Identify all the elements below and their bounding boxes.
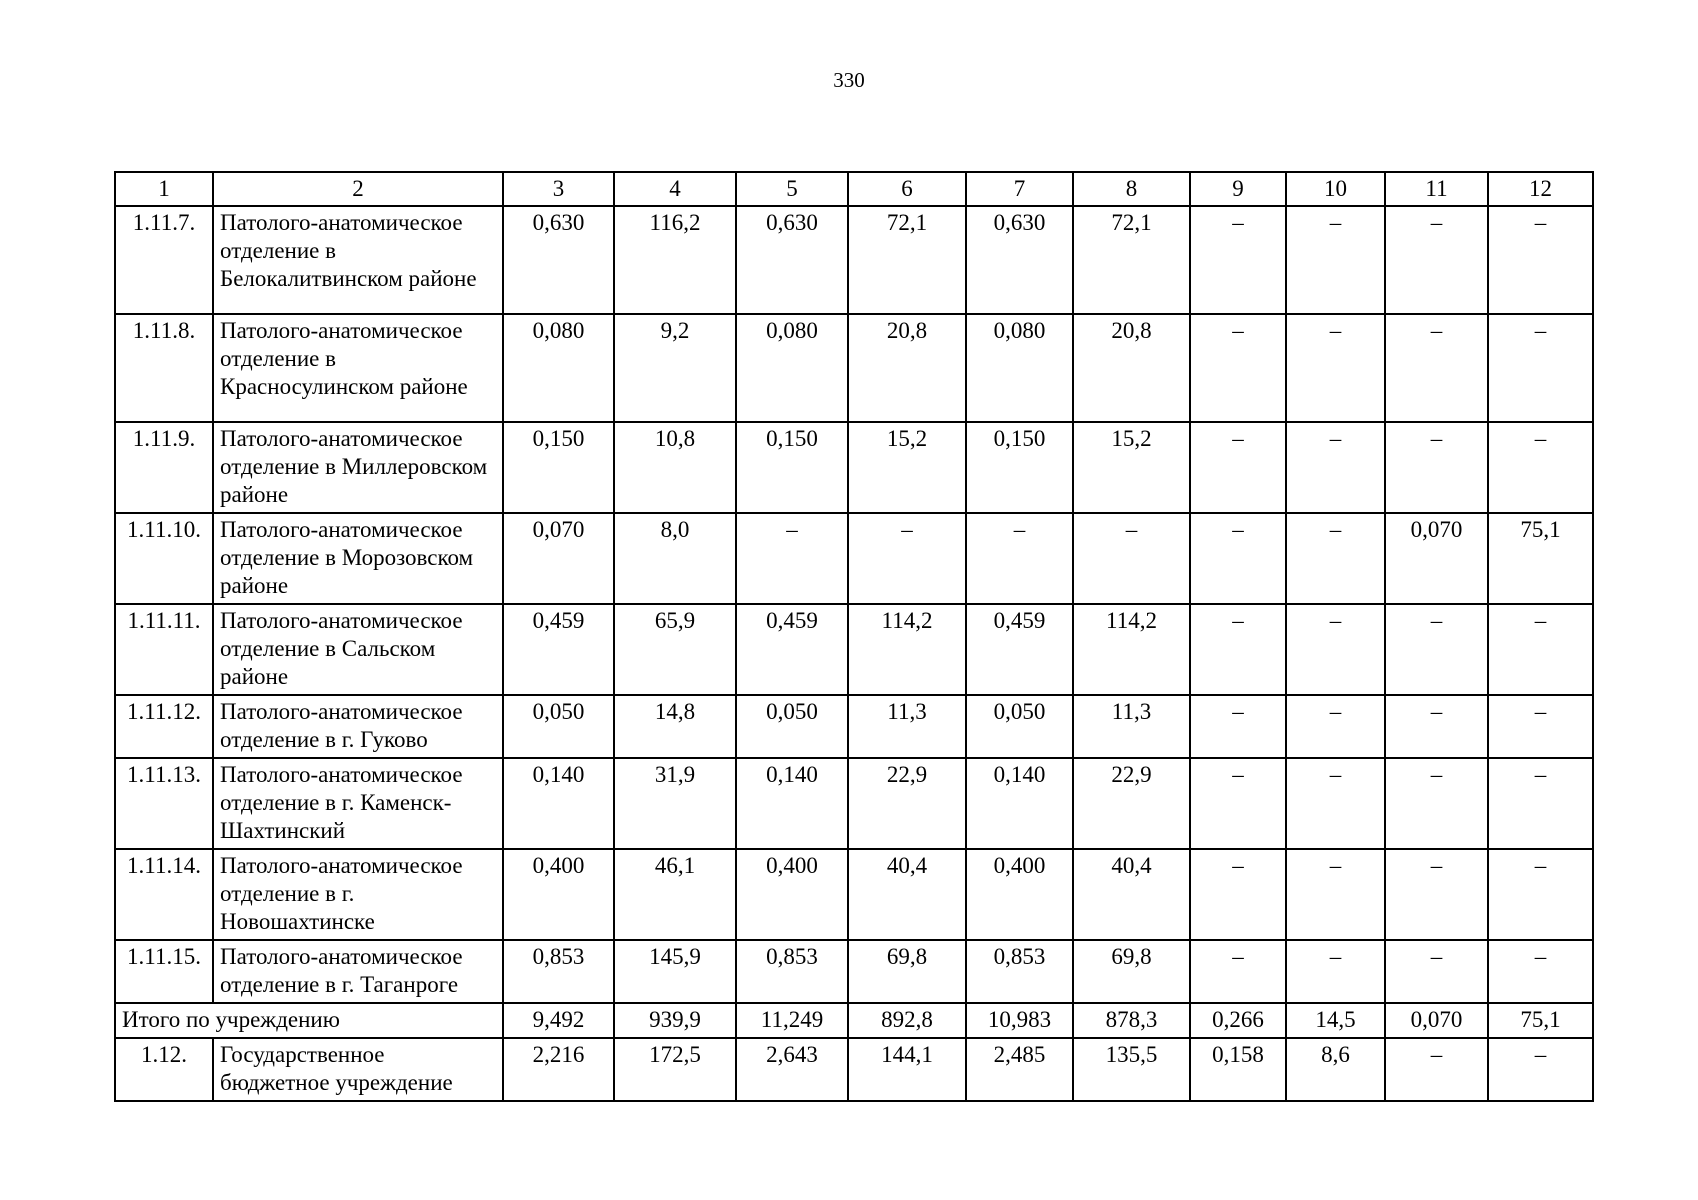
value-cell: 75,1 — [1488, 1003, 1593, 1038]
table-body — [115, 206, 1593, 1101]
table-row — [115, 695, 1593, 758]
value-cell: 0,080 — [736, 314, 848, 422]
value-cell: 9,492 — [503, 1003, 614, 1038]
value-cell: 8,6 — [1286, 1038, 1385, 1101]
table-row — [115, 206, 1593, 314]
column-header: 8 — [1073, 172, 1190, 206]
value-cell: 939,9 — [614, 1003, 736, 1038]
value-cell: 0,266 — [1190, 1003, 1286, 1038]
value-cell: 0,070 — [1385, 513, 1488, 604]
value-cell: 0,150 — [503, 422, 614, 513]
value-cell: – — [1385, 604, 1488, 695]
value-cell: 15,2 — [848, 422, 966, 513]
value-cell: 75,1 — [1488, 513, 1593, 604]
row-code: 1.11.11. — [115, 604, 213, 695]
value-cell: – — [1488, 314, 1593, 422]
value-cell: – — [1190, 604, 1286, 695]
table-row — [115, 1038, 1593, 1101]
row-code: 1.11.12. — [115, 695, 213, 758]
value-cell: – — [848, 513, 966, 604]
value-cell: 0,140 — [736, 758, 848, 849]
column-header: 3 — [503, 172, 614, 206]
value-cell: 11,3 — [1073, 695, 1190, 758]
row-code: 1.11.15. — [115, 940, 213, 1003]
value-cell: – — [1385, 695, 1488, 758]
row-name: Патолого-анатомическое отделение в г. Таганроге — [213, 940, 503, 1003]
value-cell: – — [1190, 422, 1286, 513]
value-cell: – — [1385, 758, 1488, 849]
value-cell: – — [736, 513, 848, 604]
value-cell: 135,5 — [1073, 1038, 1190, 1101]
value-cell: – — [1385, 1038, 1488, 1101]
value-cell: 10,8 — [614, 422, 736, 513]
total-row — [115, 1003, 1593, 1038]
value-cell: 144,1 — [848, 1038, 966, 1101]
column-header: 7 — [966, 172, 1073, 206]
value-cell: 0,400 — [503, 849, 614, 940]
value-cell: – — [1286, 758, 1385, 849]
value-cell: 40,4 — [848, 849, 966, 940]
value-cell: – — [1488, 1038, 1593, 1101]
column-header: 5 — [736, 172, 848, 206]
value-cell: – — [1286, 422, 1385, 513]
value-cell: – — [1190, 758, 1286, 849]
value-cell: 0,070 — [1385, 1003, 1488, 1038]
value-cell: – — [1488, 422, 1593, 513]
value-cell: – — [1190, 206, 1286, 314]
value-cell: 11,249 — [736, 1003, 848, 1038]
value-cell: 2,485 — [966, 1038, 1073, 1101]
row-code: 1.12. — [115, 1038, 213, 1101]
value-cell: 116,2 — [614, 206, 736, 314]
value-cell: – — [1488, 695, 1593, 758]
value-cell: 114,2 — [1073, 604, 1190, 695]
value-cell: 0,400 — [966, 849, 1073, 940]
value-cell: – — [1286, 513, 1385, 604]
value-cell: – — [1488, 940, 1593, 1003]
value-cell: 2,216 — [503, 1038, 614, 1101]
value-cell: 172,5 — [614, 1038, 736, 1101]
value-cell: 0,080 — [966, 314, 1073, 422]
value-cell: – — [1073, 513, 1190, 604]
value-cell: 11,3 — [848, 695, 966, 758]
value-cell: – — [1488, 206, 1593, 314]
value-cell: – — [1286, 940, 1385, 1003]
row-code: 1.11.9. — [115, 422, 213, 513]
value-cell: 0,158 — [1190, 1038, 1286, 1101]
value-cell: – — [1190, 695, 1286, 758]
column-header: 2 — [213, 172, 503, 206]
value-cell: – — [1385, 849, 1488, 940]
table-row — [115, 513, 1593, 604]
value-cell: – — [1385, 422, 1488, 513]
value-cell: – — [966, 513, 1073, 604]
row-name: Патолого-анатомическое отделение в Сальском районе — [213, 604, 503, 695]
value-cell: 10,983 — [966, 1003, 1073, 1038]
table-row — [115, 758, 1593, 849]
value-cell: – — [1190, 940, 1286, 1003]
row-name: Патолого-анатомическое отделение в г. Новошахтинске — [213, 849, 503, 940]
table-row — [115, 849, 1593, 940]
row-code: 1.11.13. — [115, 758, 213, 849]
value-cell: 0,853 — [966, 940, 1073, 1003]
column-number-row — [115, 172, 1593, 206]
value-cell: 22,9 — [1073, 758, 1190, 849]
column-header: 4 — [614, 172, 736, 206]
value-cell: 69,8 — [1073, 940, 1190, 1003]
value-cell: 0,459 — [503, 604, 614, 695]
table-row — [115, 314, 1593, 422]
value-cell: 0,630 — [966, 206, 1073, 314]
value-cell: 0,050 — [503, 695, 614, 758]
row-name: Патолого-анатомическое отделение в г. Гуково — [213, 695, 503, 758]
row-name: Государственное бюджетное учреждение — [213, 1038, 503, 1101]
column-header: 12 — [1488, 172, 1593, 206]
value-cell: 72,1 — [1073, 206, 1190, 314]
value-cell: – — [1286, 604, 1385, 695]
row-name: Патолого-анатомическое отделение в Миллеровском районе — [213, 422, 503, 513]
value-cell: 145,9 — [614, 940, 736, 1003]
column-header: 1 — [115, 172, 213, 206]
value-cell: 0,853 — [736, 940, 848, 1003]
value-cell: 8,0 — [614, 513, 736, 604]
page-number: 330 — [833, 68, 865, 92]
value-cell: 0,140 — [503, 758, 614, 849]
row-code: 1.11.8. — [115, 314, 213, 422]
value-cell: – — [1488, 849, 1593, 940]
value-cell: – — [1190, 849, 1286, 940]
value-cell: – — [1385, 206, 1488, 314]
value-cell: – — [1190, 314, 1286, 422]
value-cell: 0,080 — [503, 314, 614, 422]
value-cell: – — [1286, 849, 1385, 940]
data-table — [114, 171, 1594, 1102]
column-header: 11 — [1385, 172, 1488, 206]
value-cell: 0,070 — [503, 513, 614, 604]
value-cell: 0,459 — [736, 604, 848, 695]
value-cell: – — [1385, 314, 1488, 422]
column-header: 6 — [848, 172, 966, 206]
value-cell: 31,9 — [614, 758, 736, 849]
value-cell: 0,050 — [966, 695, 1073, 758]
value-cell: – — [1286, 695, 1385, 758]
value-cell: 72,1 — [848, 206, 966, 314]
value-cell: 0,853 — [503, 940, 614, 1003]
value-cell: 40,4 — [1073, 849, 1190, 940]
value-cell: 0,630 — [503, 206, 614, 314]
value-cell: 0,630 — [736, 206, 848, 314]
row-code: 1.11.7. — [115, 206, 213, 314]
value-cell: 0,400 — [736, 849, 848, 940]
value-cell: 0,050 — [736, 695, 848, 758]
value-cell: 46,1 — [614, 849, 736, 940]
value-cell: 65,9 — [614, 604, 736, 695]
row-name: Патолого-анатомическое отделение в Красносулинском районе — [213, 314, 503, 422]
value-cell: 9,2 — [614, 314, 736, 422]
value-cell: – — [1488, 604, 1593, 695]
value-cell: 114,2 — [848, 604, 966, 695]
value-cell: 69,8 — [848, 940, 966, 1003]
value-cell: – — [1286, 314, 1385, 422]
value-cell: – — [1190, 513, 1286, 604]
value-cell: 15,2 — [1073, 422, 1190, 513]
row-code: 1.11.10. — [115, 513, 213, 604]
row-code: 1.11.14. — [115, 849, 213, 940]
value-cell: 20,8 — [1073, 314, 1190, 422]
value-cell: 892,8 — [848, 1003, 966, 1038]
value-cell: 0,150 — [966, 422, 1073, 513]
value-cell: 0,150 — [736, 422, 848, 513]
value-cell: 14,8 — [614, 695, 736, 758]
row-name: Патолого-анатомическое отделение в Морозовском районе — [213, 513, 503, 604]
table-row — [115, 422, 1593, 513]
total-label: Итого по учреждению — [115, 1003, 503, 1038]
value-cell: – — [1488, 758, 1593, 849]
value-cell: 0,140 — [966, 758, 1073, 849]
value-cell: 2,643 — [736, 1038, 848, 1101]
value-cell: 0,459 — [966, 604, 1073, 695]
table-row — [115, 604, 1593, 695]
value-cell: – — [1286, 206, 1385, 314]
row-name: Патолого-анатомическое отделение в Белокалитвинском районе — [213, 206, 503, 314]
column-header: 10 — [1286, 172, 1385, 206]
value-cell: 14,5 — [1286, 1003, 1385, 1038]
value-cell: 22,9 — [848, 758, 966, 849]
table-row — [115, 940, 1593, 1003]
value-cell: 878,3 — [1073, 1003, 1190, 1038]
row-name: Патолого-анатомическое отделение в г. Каменск-Шахтинский — [213, 758, 503, 849]
value-cell: – — [1385, 940, 1488, 1003]
column-header: 9 — [1190, 172, 1286, 206]
value-cell: 20,8 — [848, 314, 966, 422]
